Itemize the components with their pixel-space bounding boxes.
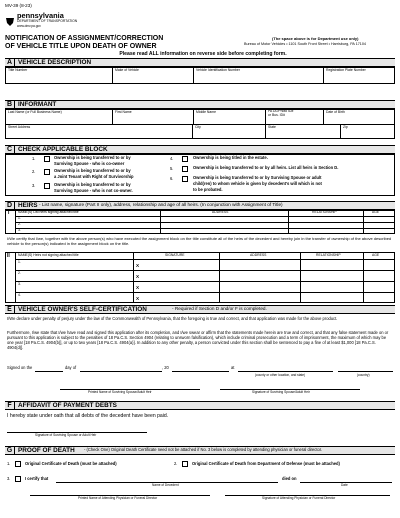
option-3-line2: Surviving Spouse - who is not co-owner. (54, 188, 133, 193)
department-name: DEPARTMENT OF TRANSPORTATION (17, 19, 78, 23)
option-6-line2: child(ren) to whom vehicle is given by decedent's will which is not (193, 181, 322, 186)
zip-field[interactable]: Zip (343, 125, 348, 129)
form-title-line2: OF VEHICLE TITLE UPON DEATH OF OWNER (5, 43, 157, 50)
at-label: at (231, 365, 235, 370)
option-2-line2: a Joint Tenant with Right of Survivorship (54, 174, 134, 179)
option-3-checkbox[interactable] (44, 183, 50, 189)
section-e-subtitle: - Required if Section D and/or F is completed. (172, 306, 267, 311)
option-5-text: Ownership is being transferred to or by all heirs. List all heirs in Section D. (193, 165, 339, 170)
section-g-subtitle: - (Check One) Original Death Certificate need not be attached if No. 3 below is completed by attending physician or funeral director. (84, 447, 323, 452)
option-6-line1: Ownership is being transferred to or by Surviving Spouse or adult (193, 175, 322, 180)
option-2-line1: Ownership is being transferred to or by (54, 168, 131, 173)
vin-field[interactable]: Vehicle Identification Number (196, 68, 240, 72)
heir-not-signing-row-3[interactable]: 3. (18, 282, 21, 286)
option-1-line1: Ownership is being transferred to or by (54, 155, 131, 160)
title-number-field[interactable]: Title Number (8, 68, 28, 72)
option-3-line1: Ownership is being transferred to or by (54, 182, 131, 187)
middle-name-field[interactable]: Middle Name (196, 110, 216, 114)
section-a-letter: A (5, 58, 15, 67)
section-d-letter: D (5, 201, 15, 210)
penalty-statement: Furthermore, I/we state that I/we have read and signed this application after its completion, and I/we swear or affirm that the statements made herein are true and correct, and that any false statement made on or pursuant to this application is subject to the penalties of 18 Pa.C.S. Section 4904 (relating to unsworn falsification), which include criminal prosecution and a term of imprisonment, the maximum of which may be one year [18 Pa.C.S. 4904(b)], or up to two years [18 Pa.C.S. 4904(a)]. In addition to any other penalty, a person convicted under this section shall be sentenced to pay a fine of at least $1,000 [18 Pa.C.S. 4904(d)]. (7, 330, 389, 350)
section-b-letter: B (5, 100, 15, 109)
form-id: MV-39 (8-23) (5, 3, 32, 8)
attending-printed-name-caption: Printed Name of Attending Physician or Funeral Director (78, 496, 158, 500)
option-5-checkbox[interactable] (182, 166, 188, 172)
heir-not-signing-row-1[interactable]: 1. (18, 260, 21, 264)
section-g-letter: G (5, 446, 15, 455)
signed-country-field[interactable] (338, 371, 393, 372)
col-relationship-2: RELATIONSHIP (316, 253, 341, 257)
option-1-line2: Surviving Spouse - who is co-owner (54, 161, 125, 166)
proof-option-3-number: 3. (7, 476, 11, 481)
signed-location-field[interactable] (238, 371, 333, 372)
city-field[interactable]: City (195, 125, 201, 129)
printed-name-heir-caption: Printed Name of Surviving Spouse/Adult Heir (88, 390, 152, 394)
option-2-number: 2. (32, 169, 36, 174)
section-b-header (5, 100, 395, 109)
debts-paid-statement: I hereby state under oath that all debts of the decedent have been paid. (7, 413, 169, 419)
col-heirs-signing-name: NAME(S) List heirs signing attached title (18, 210, 79, 214)
col-address-2: ADDRESS (250, 253, 267, 257)
heir-not-signing-row-2[interactable]: 2. (18, 271, 21, 275)
year-prefix-label: , 20 (162, 365, 169, 370)
option-6-line3: to be probated. (193, 187, 223, 192)
option-1-checkbox[interactable] (44, 156, 50, 162)
section-e-title: VEHICLE OWNER'S SELF-CERTIFICATION (18, 306, 147, 313)
department-website: www.dmv.pa.gov (17, 24, 41, 28)
signature-mark-1[interactable]: X (136, 263, 140, 268)
signature-mark-3[interactable]: X (136, 285, 140, 290)
heir-signing-row-1[interactable]: 1. (18, 216, 21, 220)
country-caption: (country) (357, 373, 370, 377)
section-f-letter: F (5, 401, 15, 410)
brand-name: pennsylvania (17, 11, 64, 20)
option-6-checkbox[interactable] (182, 176, 188, 182)
section-f-title: AFFIDAVIT OF PAYMENT DEBTS (18, 402, 117, 409)
proof-option-2-text: Original Certificate of Death from Department of Defense (must be attached) (192, 461, 340, 466)
proof-option-1-checkbox[interactable] (15, 461, 21, 467)
decedent-name-caption: Name of Decedent (152, 483, 179, 487)
signed-day-field[interactable] (35, 371, 63, 372)
option-5-number: 5. (170, 166, 174, 171)
heirs-certification-statement: I/We certify that I/we, together with the above person(s) who have executed the assignment block on the title constitute all of the heirs of the decedent and hereby join in the transfer of ownership of the above described vehicle to the person(s) indicated in the assignment block on the title. (7, 236, 392, 246)
state-field[interactable]: State (268, 125, 276, 129)
option-4-checkbox[interactable] (182, 156, 188, 162)
death-date-caption: Date (341, 483, 348, 487)
signed-month-field[interactable] (80, 371, 162, 372)
heir-signing-row-3[interactable]: 3. (18, 228, 21, 232)
proof-option-2-checkbox[interactable] (182, 461, 188, 467)
business-id-label: or Bus. ID# (268, 113, 285, 117)
section-a-title: VEHICLE DESCRIPTION (18, 59, 92, 66)
signature-mark-4[interactable]: X (136, 296, 140, 301)
section-e-letter: E (5, 305, 15, 314)
perjury-declaration: I/We declare under penalty of perjury under the law of the Commonwealth of Pennsylvania, that the foregoing is true and correct, and that application was made for the above product. (7, 316, 338, 321)
section-b-title: INFORMANT (18, 101, 57, 108)
col-heirs-not-signing-name: NAME(S) Heirs not signing attached title (18, 253, 79, 257)
option-2-checkbox[interactable] (44, 169, 50, 175)
first-name-field[interactable]: First Name (115, 110, 132, 114)
proof-option-2-number: 2. (174, 461, 178, 466)
col-age-2: AGE (372, 253, 380, 257)
section-c-title: CHECK APPLICABLE BLOCK (18, 146, 108, 153)
section-d-title: HEIRS (18, 202, 38, 209)
col-signature: SIGNATURE (165, 253, 185, 257)
heir-signing-row-2[interactable]: 2. (18, 222, 21, 226)
option-4-text: Ownership is being titled in the estate. (193, 155, 268, 160)
form-title-line1: NOTIFICATION OF ASSIGNMENT/CORRECTION (5, 35, 164, 42)
keystone-logo-icon (5, 13, 15, 21)
date-of-birth-field[interactable]: Date of Birth (326, 110, 345, 114)
day-of-label: day of (65, 365, 77, 370)
option-1-number: 1. (32, 156, 36, 161)
heir-not-signing-row-4[interactable]: 4. (18, 293, 21, 297)
pa-dl-id-field[interactable]: PA DL/Photo ID# (268, 109, 294, 113)
option-6-number: 6. (170, 176, 174, 181)
street-address-field[interactable]: Street Address (8, 125, 31, 129)
section-g-title: PROOF OF DEATH (18, 447, 75, 454)
bureau-address: Bureau of Motor Vehicles • 1101 South Front Street • Harrisburg, PA 17104 (244, 42, 366, 46)
part-1-label: I (8, 210, 10, 216)
col-relationship: RELATIONSHIP (312, 210, 337, 214)
signed-year-field[interactable] (172, 371, 229, 372)
col-address: ADDRESS (212, 210, 229, 214)
signed-on-label: Signed on the (7, 365, 33, 370)
attending-signature-caption: Signature of Attending Physician or Funeral Director (262, 496, 336, 500)
location-caption: (county or other location, and state) (255, 373, 306, 377)
signature-mark-2[interactable]: X (136, 274, 140, 279)
registration-plate-field[interactable]: Registration Plate Number (326, 68, 366, 72)
proof-option-3-checkbox[interactable] (15, 476, 21, 482)
proof-option-1-text: Original Certificate of Death (must be attached) (25, 461, 117, 466)
last-name-field[interactable]: Last Name (or Full Business Name) (8, 110, 62, 114)
certify-label: I certify that (25, 476, 49, 481)
debts-signature-caption: Signature of Surviving Spouse or Adult Heir (35, 433, 97, 437)
section-c-letter: C (5, 145, 15, 154)
make-of-vehicle-field[interactable]: Make of Vehicle (115, 68, 139, 72)
proof-option-1-number: 1. (7, 461, 11, 466)
option-4-number: 4. (170, 156, 174, 161)
instructions-banner: Please read ALL information on reverse side before completing form. (119, 51, 287, 57)
signature-heir-caption: Signature of Surviving Spouse/Adult Heir (252, 390, 310, 394)
section-d-subtitle: - List name, signature (Part II only), address, relationship and age of all heirs. (In conjunction with Assignment of Title) (39, 202, 283, 207)
died-on-label: died on (282, 476, 297, 481)
option-3-number: 3. (32, 183, 36, 188)
part-2-label: II (7, 253, 10, 259)
col-age: AGE (372, 210, 380, 214)
dept-use-note: (The space above is for Department use only) (272, 36, 359, 41)
